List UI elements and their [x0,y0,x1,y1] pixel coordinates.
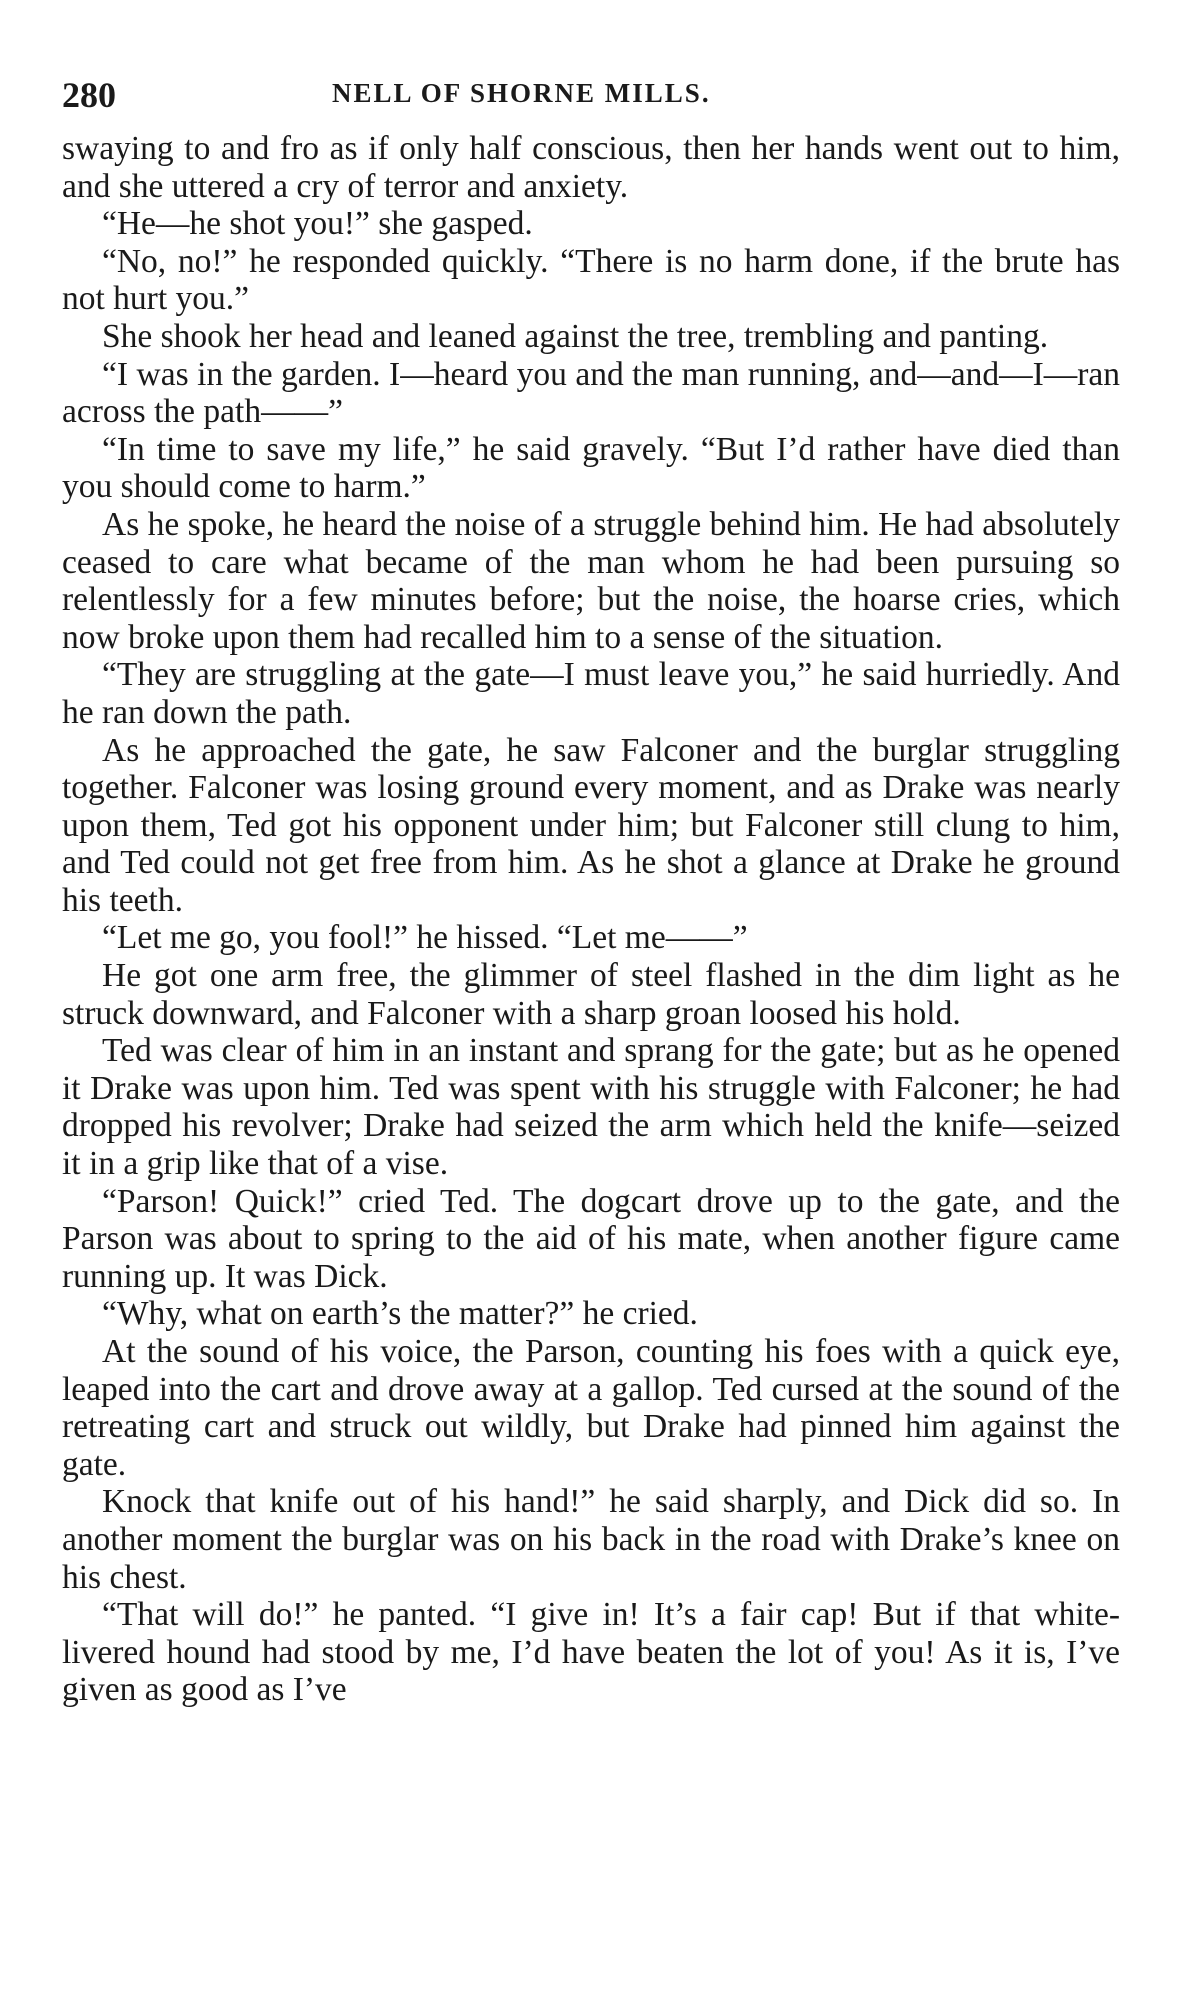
book-page [62,74,1120,1709]
paragraph: swaying to and fro as if only half conscious, then her hands went out to him, and she uttered a cry of terror and anxiety. [62,130,1120,205]
paragraph: “He—he shot you!” she gasped. [102,205,533,243]
paragraph: “No, no!” he responded quickly. “There is no harm done, if the brute has not hurt you.” [62,242,1120,318]
paragraph: “Parson! Quick!” cried Ted. The dogcart drove up to the gate, and the Parson was about to spring to the aid of his mate, when another figure came running up. It was Dick. [62,1182,1120,1295]
paragraph: Knock that knife out of his hand!” he said sharply, and Dick did so. In another moment the burglar was on his back in the road with Drake’s knee on his chest. [62,1483,1120,1596]
paragraph: “In time to save my life,” he said gravely. “But I’d rather have died than you should come to harm.” [62,430,1120,506]
body-text [62,130,1120,1709]
page-number: 280 [62,75,116,115]
paragraph: “That will do!” he panted. “I give in! It’s a fair cap! But if that white-livered hound had stood by me, I’d have beaten the lot of you! As it is, I’ve given as good as I’ve [62,1596,1120,1709]
paragraph: He got one arm free, the glimmer of steel flashed in the dim light as he struck downward, and Falconer with a sharp groan loosed his hold. [62,957,1120,1032]
paragraph: At the sound of his voice, the Parson, counting his foes with a quick eye, leaped into the cart and drove away at a gallop. Ted cursed at the sound of the retreating cart and struck out wildly, but Drake had pinned him against the gate. [62,1333,1120,1483]
paragraph: “Why, what on earth’s the matter?” he cried. [102,1295,698,1333]
running-head: NELL OF SHORNE MILLS. [332,78,711,108]
page-header [62,74,1120,118]
paragraph: Ted was clear of him in an instant and sprang for the gate; but as he opened it Drake was upon him. Ted was spent with his struggle with Falconer; he had dropped his revolver; Drake had seized the arm which held the knife—seized it in a grip like that of a vise. [62,1032,1120,1183]
paragraph: “I was in the garden. I—heard you and the man running, and—and—I—ran across the path——” [62,355,1120,431]
paragraph: She shook her head and leaned against the tree, trembling and panting. [102,317,1049,355]
paragraph: “Let me go, you fool!” he hissed. “Let me——” [102,919,748,957]
paragraph: As he approached the gate, he saw Falconer and the burglar struggling together. Falconer was losing ground every moment, and as Drake was nearly upon them, Ted got his opponent under him; but Falconer still clung to him, and Ted could not get free from him. As he shot a glance at Drake he ground his teeth. [62,731,1120,919]
paragraph: “They are struggling at the gate—I must leave you,” he said hurriedly. And he ran down the path. [62,656,1120,731]
paragraph: As he spoke, he heard the noise of a struggle behind him. He had absolutely ceased to care what became of the man whom he had been pursuing so relentlessly for a few minutes before; but the noise, the hoarse cries, which now broke upon them had recalled him to a sense of the situation. [62,505,1120,656]
